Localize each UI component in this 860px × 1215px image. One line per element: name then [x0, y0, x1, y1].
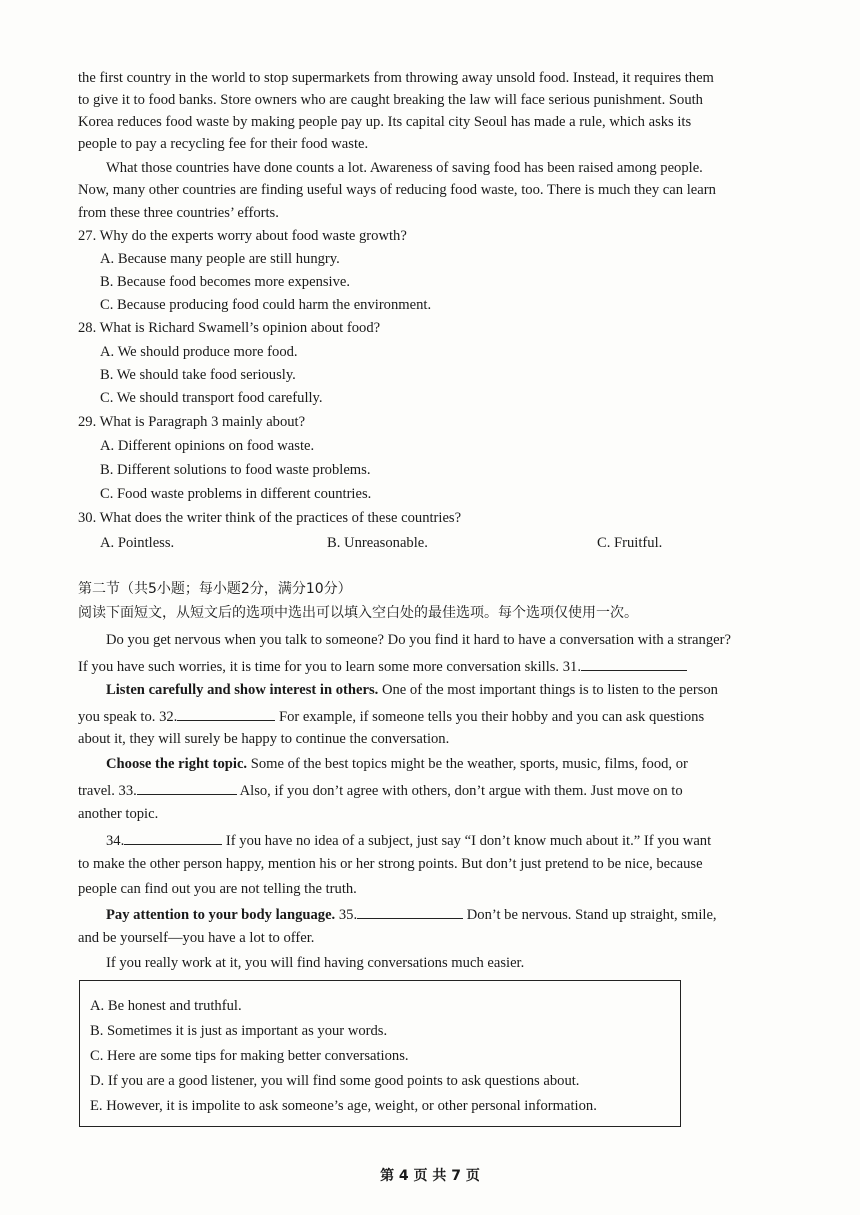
question-stem: 29. What is Paragraph 3 mainly about? [78, 414, 306, 430]
passage-line [106, 681, 782, 699]
answer-blank-31[interactable] [581, 656, 687, 671]
question-option: C. We should transport food carefully. [100, 390, 323, 406]
section-instruction: 阅读下面短文，从短文后的选项中选出可以填入空白处的最佳选项。每个选项仅使用一次。 [78, 605, 638, 621]
option-item: E. However, it is impolite to ask someone’s age, weight, or other personal information. [90, 1098, 597, 1114]
line-text: travel. 33. [78, 783, 137, 799]
passage-line: to make the other person happy, mention his or her strong points. But don’t just pretend to be nice, because [78, 856, 703, 872]
answer-blank-35[interactable] [357, 904, 463, 919]
subheading: Listen carefully and show interest in others. [106, 682, 379, 698]
question-option: C. Food waste problems in different countries. [100, 486, 372, 502]
passage-line [106, 904, 782, 924]
passage-line: another topic. [78, 806, 159, 822]
question-option: B. Different solutions to food waste problems. [100, 462, 371, 478]
question-option: A. Pointless. [100, 535, 175, 551]
passage-line [78, 706, 782, 726]
option-item: C. Here are some tips for making better conversations. [90, 1048, 409, 1064]
question-option: B. Because food becomes more expensive. [100, 274, 351, 290]
line-text: 34. [106, 833, 125, 849]
passage-line [106, 830, 782, 850]
passage-line: Now, many other countries are finding useful ways of reducing food waste, too. There is much they can learn [78, 182, 716, 198]
line-text: 35. [335, 907, 358, 923]
passage-line: people can find out you are not telling the truth. [78, 881, 357, 897]
passage-line: to give it to food banks. Store owners who are caught breaking the law will face serious punishment. South [78, 92, 703, 108]
passage-line: people to pay a recycling fee for their food waste. [78, 136, 369, 152]
passage-line: If you really work at it, you will find having conversations much easier. [106, 955, 525, 971]
question-option: C. Fruitful. [597, 535, 663, 551]
subheading: Choose the right topic. [106, 756, 248, 772]
passage-line [78, 780, 782, 800]
question-stem: 30. What does the writer think of the practices of these countries? [78, 510, 462, 526]
passage-line [106, 755, 782, 773]
page-footer: 第 4 页 共 7 页 [380, 1168, 480, 1184]
line-text: If you have no idea of a subject, just say “I don’t know much about it.” If you want [222, 833, 712, 849]
passage-line: the first country in the world to stop supermarkets from throwing away unsold food. Instead, it requires them [78, 70, 714, 86]
question-stem: 27. Why do the experts worry about food waste growth? [78, 228, 407, 244]
line-text: For example, if someone tells you their hobby and you can ask questions [275, 709, 705, 725]
answer-blank-32[interactable] [177, 706, 275, 721]
passage-line: and be yourself—you have a lot to offer. [78, 930, 315, 946]
question-option: B. We should take food seriously. [100, 367, 296, 383]
answer-blank-33[interactable] [137, 780, 237, 795]
option-item: A. Be honest and truthful. [90, 998, 242, 1014]
line-text: you speak to. 32. [78, 709, 178, 725]
option-item: D. If you are a good listener, you will find some good points to ask questions about. [90, 1073, 580, 1089]
passage-line: Korea reduces food waste by making people pay up. Its capital city Seoul has made a rule, which asks its [78, 114, 692, 130]
question-option: A. We should produce more food. [100, 344, 298, 360]
option-box [79, 980, 681, 1127]
question-option: B. Unreasonable. [327, 535, 428, 551]
passage-line: from these three countries’ efforts. [78, 205, 279, 221]
question-option: A. Because many people are still hungry. [100, 251, 340, 267]
passage-line: Do you get nervous when you talk to someone? Do you find it hard to have a conversation with a stranger? [106, 632, 731, 648]
passage-line [78, 656, 782, 676]
line-text: One of the most important things is to listen to the person [378, 682, 718, 698]
passage-line: What those countries have done counts a lot. Awareness of saving food has been raised among people. [106, 160, 703, 176]
answer-blank-34[interactable] [124, 830, 222, 845]
line-text: Some of the best topics might be the weather, sports, music, films, food, or [247, 756, 688, 772]
question-stem: 28. What is Richard Swamell’s opinion about food? [78, 320, 381, 336]
line-text: Don’t be nervous. Stand up straight, smile, [463, 907, 717, 923]
question-option: C. Because producing food could harm the environment. [100, 297, 432, 313]
question-option: A. Different opinions on food waste. [100, 438, 315, 454]
subheading: Pay attention to your body language. [106, 907, 336, 923]
line-text: Also, if you don’t agree with others, don’t argue with them. Just move on to [236, 783, 683, 799]
passage-line: about it, they will surely be happy to continue the conversation. [78, 731, 450, 747]
option-item: B. Sometimes it is just as important as your words. [90, 1023, 388, 1039]
section-heading: 第二节（共5小题；每小题2分，满分10分） [78, 581, 352, 597]
line-text: If you have such worries, it is time for you to learn some more conversation skills. 31. [78, 659, 581, 675]
